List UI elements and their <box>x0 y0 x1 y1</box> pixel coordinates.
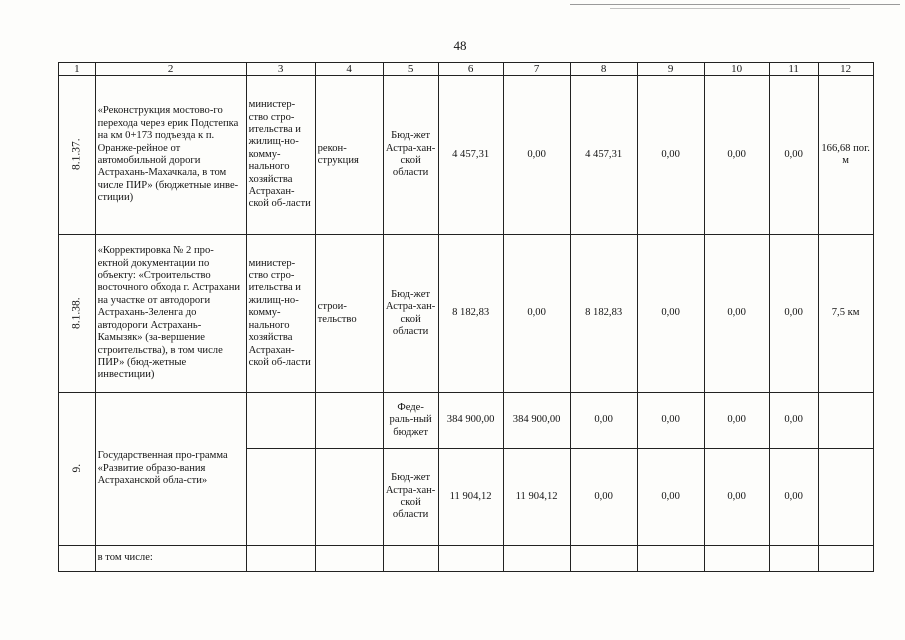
table-row <box>59 235 874 393</box>
capacity <box>818 393 873 449</box>
value-col9: 0,00 <box>637 449 704 546</box>
column-number: 9 <box>637 63 704 76</box>
empty-cell <box>704 546 769 572</box>
column-number: 3 <box>246 63 315 76</box>
column-number: 5 <box>383 63 438 76</box>
value-col8: 8 182,83 <box>570 235 637 393</box>
capacity: 7,5 км <box>818 235 873 393</box>
row-id: 9. <box>70 464 83 473</box>
table-row <box>59 76 874 235</box>
column-number: 11 <box>769 63 818 76</box>
value-col11: 0,00 <box>769 235 818 393</box>
value-col11: 0,00 <box>769 449 818 546</box>
column-number: 10 <box>704 63 769 76</box>
row-id-cell <box>59 546 96 572</box>
work-type: строи-тельство <box>315 235 383 393</box>
value-col10: 0,00 <box>704 449 769 546</box>
executor: министер-ство стро-ительства и жилищ-но-комму-нального хозяйства Астрахан-ской об-ласти <box>246 235 315 393</box>
value-col6: 384 900,00 <box>438 393 503 449</box>
page-number: 48 <box>453 38 467 53</box>
empty-cell <box>637 546 704 572</box>
funding-source: Феде-раль-ный бюджет <box>383 393 438 449</box>
row-id: 8.1.38. <box>70 297 83 329</box>
value-col8: 0,00 <box>570 449 637 546</box>
scan-artifact-line <box>570 4 900 5</box>
capacity <box>818 449 873 546</box>
object-name: «Реконструкция мостово-го перехода через ерик Подстепка на км 0+173 подъезда к п. Оранже-рейное от автомобильной дороги Астрахань-Махачкала, в том числе ПИР» (бюджетные инве-стиции) <box>95 76 246 235</box>
empty-cell <box>570 546 637 572</box>
value-col9: 0,00 <box>637 235 704 393</box>
value-col6: 8 182,83 <box>438 235 503 393</box>
document-table <box>58 62 874 572</box>
table-row <box>59 546 874 572</box>
table-row <box>59 393 874 449</box>
value-col7: 0,00 <box>503 76 570 235</box>
empty-cell <box>818 546 873 572</box>
value-col6: 4 457,31 <box>438 76 503 235</box>
subtotal-label: в том числе: <box>95 546 246 572</box>
value-col7: 384 900,00 <box>503 393 570 449</box>
work-type <box>315 393 383 449</box>
column-number: 2 <box>95 63 246 76</box>
column-number: 12 <box>818 63 873 76</box>
value-col10: 0,00 <box>704 393 769 449</box>
row-id: 8.1.37. <box>70 138 83 171</box>
capacity: 166,68 пог. м <box>818 76 873 235</box>
executor: министер-ство стро-ительства и жилищ-но-комму-нального хозяйства Астрахан-ской об-ласти <box>246 76 315 235</box>
value-col10: 0,00 <box>704 235 769 393</box>
value-col10: 0,00 <box>704 76 769 235</box>
empty-cell <box>383 546 438 572</box>
scan-artifact-line <box>610 8 850 9</box>
row-id-cell <box>59 235 96 393</box>
empty-cell <box>315 546 383 572</box>
column-number: 6 <box>438 63 503 76</box>
value-col9: 0,00 <box>637 393 704 449</box>
value-col8: 0,00 <box>570 393 637 449</box>
value-col8: 4 457,31 <box>570 76 637 235</box>
value-col11: 0,00 <box>769 393 818 449</box>
column-number: 8 <box>570 63 637 76</box>
column-number: 4 <box>315 63 383 76</box>
empty-cell <box>438 546 503 572</box>
value-col9: 0,00 <box>637 76 704 235</box>
empty-cell <box>503 546 570 572</box>
value-col7: 11 904,12 <box>503 449 570 546</box>
work-type <box>315 449 383 546</box>
work-type: рекон-струкция <box>315 76 383 235</box>
funding-source: Бюд-жет Астра-хан-ской области <box>383 235 438 393</box>
row-id-cell <box>59 393 96 546</box>
funding-source: Бюд-жет Астра-хан-ской области <box>383 449 438 546</box>
row-id-cell <box>59 76 96 235</box>
empty-cell <box>246 546 315 572</box>
funding-source: Бюд-жет Астра-хан-ской области <box>383 76 438 235</box>
object-name: «Корректировка № 2 про-ектной документации по объекту: «Строительство восточного обхода г. Астрахани на участке от автодороги Астрахань-Зеленга до автодороги Астрахань-Камызяк» (за-вершение строительства), в том числе ПИР» (бюд-жетные инвестиции) <box>95 235 246 393</box>
value-col11: 0,00 <box>769 76 818 235</box>
program-name: Государственная про-грамма «Развитие образо-вания Астраханской обла-сти» <box>95 393 246 546</box>
table-header-row <box>59 63 874 76</box>
column-number: 7 <box>503 63 570 76</box>
value-col7: 0,00 <box>503 235 570 393</box>
executor <box>246 449 315 546</box>
column-number: 1 <box>59 63 96 76</box>
empty-cell <box>769 546 818 572</box>
executor <box>246 393 315 449</box>
value-col6: 11 904,12 <box>438 449 503 546</box>
